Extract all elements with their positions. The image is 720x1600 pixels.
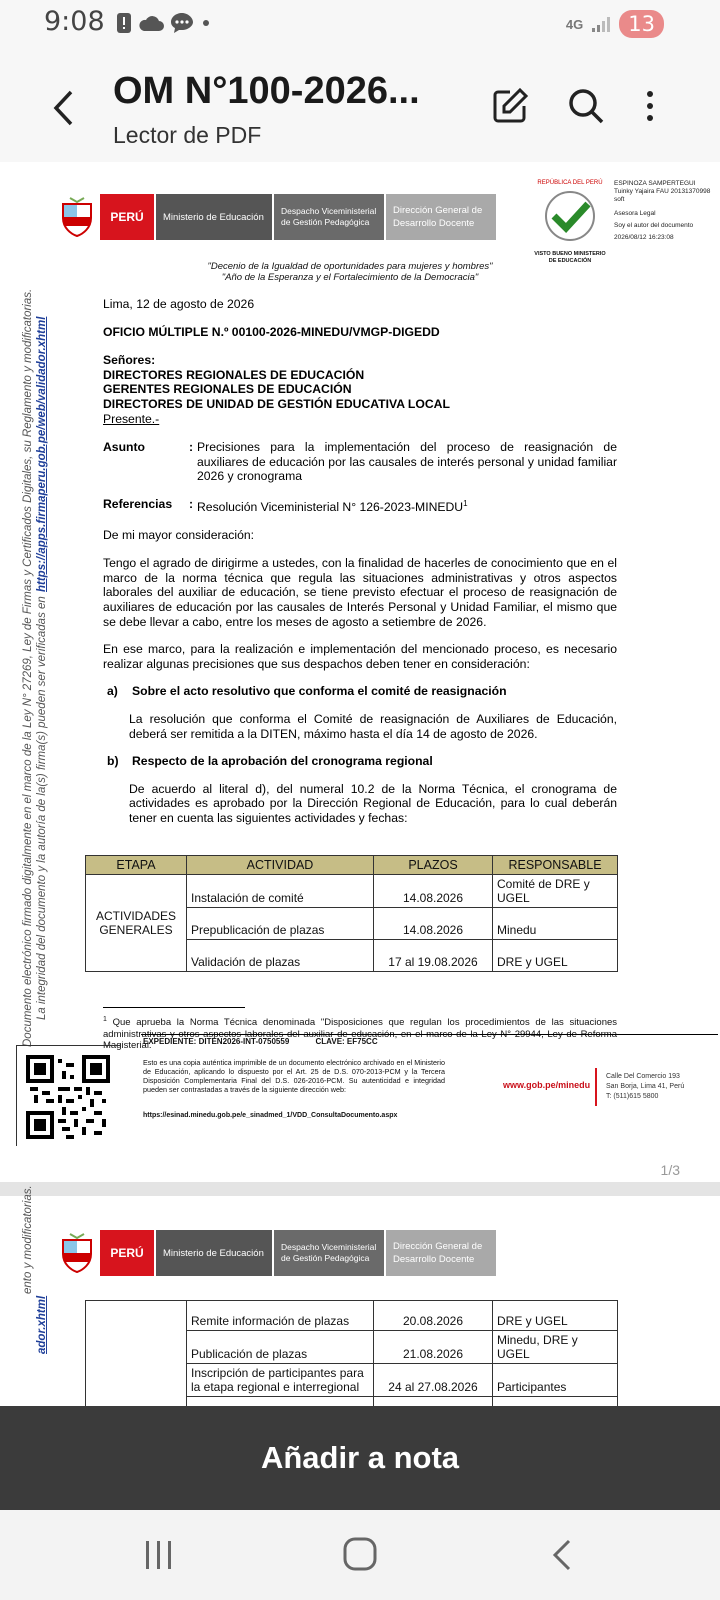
- referencias-text: Resolución Viceministerial N° 126-2023-MINEDU: [197, 500, 464, 514]
- plazo-cell: 24 al 27.08.2026: [374, 1364, 493, 1397]
- presente: Presente.-: [103, 411, 160, 426]
- page2-side-text: ento y modificatorias.: [22, 1185, 34, 1294]
- seal-caption: VISTO BUENO MINISTERIO DE EDUCACIÓN: [534, 251, 606, 264]
- status-right: [566, 10, 664, 38]
- recent-apps-icon[interactable]: [144, 1538, 174, 1572]
- page-indicator: 1/3: [660, 1162, 680, 1178]
- more-options-icon[interactable]: [636, 86, 664, 126]
- plazo-cell: 14.08.2026: [374, 908, 493, 940]
- responsable-cell: Minedu: [493, 908, 618, 940]
- referencias-row: Referencias : Resolución Viceministerial N° 126-2023-MINEDU$^1$: [103, 496, 468, 514]
- referencias-label: Referencias: [103, 496, 173, 511]
- header-etapa: ETAPA: [86, 856, 187, 875]
- section-b-text: De acuerdo al literal d), del numeral 10.2 de la Norma Técnica, el cronograma de actividades es aprobado por la Dirección Regional de Educación, para lo cual deberán tener en cuenta las siguientes actividades y fechas:: [129, 781, 617, 825]
- header-plazos: PLAZOS: [374, 856, 493, 875]
- signer-role: Asesora Legal: [614, 210, 656, 217]
- paragraph-2: En ese marco, para la realización e implementación del mencionado proceso, es necesario realizar algunas precisiones que sus despachos deben tener en consideración:: [103, 642, 617, 671]
- despacho-label: Despacho Viceministerial de Gestión Pedagógica: [274, 194, 384, 240]
- qr-code-icon: [26, 1055, 110, 1139]
- address-line-1: Calle Del Comercio 193: [606, 1073, 680, 1080]
- asunto-label: Asunto: [103, 440, 145, 455]
- back-arrow-icon[interactable]: [44, 88, 84, 128]
- oficio-number: OFICIO MÚLTIPLE N.º 00100-2026-MINEDU/VMGP-DIGEDD: [103, 324, 440, 339]
- section-b-heading: [103, 754, 617, 769]
- address-divider: [595, 1068, 597, 1106]
- section-b-title: Respecto de la aprobación del cronograma regional: [132, 754, 433, 769]
- table-header-row: [86, 856, 618, 875]
- document-body: [103, 297, 617, 826]
- edit-icon[interactable]: [490, 86, 530, 126]
- ministry-header: [100, 194, 496, 240]
- clave: CLAVE: EF75CC: [315, 1037, 378, 1046]
- actividad-cell: Validación de plazas: [187, 940, 374, 972]
- app-bar: [0, 48, 720, 163]
- actividad-cell: Prepublicación de plazas: [187, 908, 374, 940]
- footnote-number: 1: [103, 1016, 107, 1023]
- footnote-text: Que aprueba la Norma Técnica denominada "Disposiciones que regulan los procedimientos de las situaciones administrativas y otros aspectos laborales del auxiliar de educación, en el marco de la Ley N° 29944, Ley de Reforma Magisterial.: [103, 1017, 618, 1052]
- peru-badge: PERÚ: [100, 194, 154, 240]
- message-icon: [170, 12, 194, 34]
- status-time: 9:08: [44, 6, 105, 37]
- pdf-page-2[interactable]: [0, 1185, 720, 1406]
- pdf-page-1[interactable]: [0, 162, 720, 1182]
- checkmark-seal-icon: [530, 186, 610, 246]
- responsable-cell: Participantes: [493, 1364, 618, 1397]
- battery-indicator: 13: [619, 10, 664, 38]
- address-line-3: T: (511)615 5800: [606, 1093, 659, 1100]
- plazo-cell: 21.08.2026: [374, 1331, 493, 1364]
- page2-ministry-header: [100, 1230, 496, 1276]
- add-to-note-button[interactable]: Añadir a nota: [0, 1406, 720, 1510]
- table-row: [86, 875, 618, 908]
- motto-1: "Decenio de la Igualdad de oportunidades para mujeres y hombres": [207, 261, 493, 272]
- section-a-text: La resolución que conforma el Comité de reasignación de Auxiliares de Educación, deberá ser remitida a la DITEN, máximo hasta el día 14 de agosto de 2026.: [129, 711, 617, 741]
- header-actividad: ACTIVIDAD: [187, 856, 374, 875]
- footnote-divider: [103, 1007, 245, 1008]
- plazo-cell: 20.08.2026: [374, 1301, 493, 1331]
- mottos: [150, 261, 550, 283]
- dot-icon: [200, 17, 212, 29]
- schedule-table: [85, 855, 618, 972]
- page2-ministerio-label: Ministerio de Educación: [156, 1230, 272, 1276]
- home-icon[interactable]: [342, 1536, 378, 1572]
- salutation: Señores:: [103, 353, 156, 368]
- seal-top-text: REPÚBLICA DEL PERÚ: [537, 180, 603, 186]
- table-row: [86, 1301, 618, 1331]
- recipient-2: GERENTES REGIONALES DE EDUCACIÓN: [103, 382, 352, 397]
- notification-icons: [116, 12, 212, 34]
- signer-name: ESPINOZA SAMPERTEGUI Tuinky Yajaira FAU 20131370998 soft: [614, 180, 711, 203]
- recipient-3: DIRECTORES DE UNIDAD DE GESTIÓN EDUCATIVA LOCAL: [103, 396, 450, 411]
- responsable-cell: Comité de DRE y UGEL: [493, 875, 618, 908]
- actividad-cell: Inscripción de participantes para la etapa regional e interregional: [187, 1364, 374, 1397]
- navigation-bar: [0, 1510, 720, 1600]
- copy-notice: Esto es una copia auténtica imprimible de un documento electrónico archivado en el Ministerio de Educación, aplicando lo dispuesto por el Art. 25 de D.S. 070-2013-PCM y la Tercera Disposición Complementaria Final del D.S. 026-2016-PCM. Su autenticidad e integridad pueden ser contrastadas a través de la siguiente dirección web:: [143, 1058, 445, 1094]
- actividad-cell: Publicación de plazas: [187, 1331, 374, 1364]
- signer-note: Soy el autor del documento: [614, 222, 694, 229]
- page2-despacho-label: Despacho Viceministerial de Gestión Pedagógica: [274, 1230, 384, 1276]
- document-date: Lima, 12 de agosto de 2026: [103, 297, 255, 311]
- web-link[interactable]: www.gob.pe/minedu: [503, 1080, 591, 1090]
- footer-divider: [141, 1034, 718, 1035]
- referencias-footnote-mark: 1: [463, 498, 468, 508]
- responsable-cell: Minedu, DRE y UGEL: [493, 1331, 618, 1364]
- section-a-heading: [103, 684, 617, 699]
- page2-side-link[interactable]: ador.xhtml: [36, 1295, 48, 1354]
- cloud-icon: [138, 14, 164, 32]
- plazo-cell: 14.08.2026: [374, 875, 493, 908]
- page2-coat-of-arms-icon: [58, 1232, 96, 1279]
- search-icon[interactable]: [566, 86, 606, 126]
- integrity-side-text: La integridad del documento y la autoría de la(s) firma(s) pueden ser verificadas en: [36, 596, 48, 1020]
- expediente: EXPEDIENTE: DITEN2026-INT-0750559: [143, 1037, 290, 1046]
- address-block: [606, 1072, 684, 1102]
- footnote: [103, 1014, 617, 1052]
- actividad-cell: Instalación de comité: [187, 875, 374, 908]
- header-responsable: RESPONSABLE: [493, 856, 618, 875]
- signer-block: [614, 180, 714, 242]
- section-a-label: a): [107, 684, 118, 699]
- alert-icon: [116, 12, 132, 34]
- actividad-cell: Remite información de plazas: [187, 1301, 374, 1331]
- signature-side-text: Documento electrónico firmado digitalmente en el marco de la Ley N° 27269, Ley de Firmas y Certificados Digitales, su Reglamento y modificatorias.: [22, 288, 34, 1047]
- section-b-label: b): [107, 754, 119, 769]
- direccion-label: Dirección General de Desarrollo Docente: [386, 194, 496, 240]
- network-label: 4G: [565, 16, 584, 32]
- section-a-title: Sobre el acto resolutivo que conforma el comité de reasignación: [132, 684, 507, 699]
- address-line-2: San Borja, Lima 41, Perú: [606, 1083, 685, 1090]
- etapa-group-cell: ACTIVIDADES GENERALES: [86, 875, 187, 972]
- expediente-row: [143, 1037, 378, 1046]
- paragraph-1: Tengo el agrado de dirigirme a ustedes, con la finalidad de hacerles de conocimiento que en el marco de la norma técnica que regula las situaciones administrativas y otros aspectos laborales del auxiliar de educación, se tiene previsto efectuar el proceso de reasignación de auxiliares de educación por las causales de Interés Personal y Unidad Familiar, el mismo que se debe llevar a cabo, entre los meses de agosto a setiembre de 2026.: [103, 556, 617, 629]
- app-subtitle: Lector de PDF: [113, 122, 262, 148]
- approval-seal: [530, 180, 610, 265]
- page-separator: [0, 1182, 720, 1196]
- responsable-cell: DRE y UGEL: [493, 1301, 618, 1331]
- signal-icon: [591, 15, 611, 33]
- ministerio-label: Ministerio de Educación: [156, 194, 272, 240]
- page2-direccion-label: Dirección General de Desarrollo Docente: [386, 1230, 496, 1276]
- plazo-cell: 17 al 19.08.2026: [374, 940, 493, 972]
- recipient-1: DIRECTORES REGIONALES DE EDUCACIÓN: [103, 367, 365, 382]
- coat-of-arms-icon: [58, 196, 96, 243]
- copy-url[interactable]: https://esinad.minedu.gob.pe/e_sinadmed_1/VDD_ConsultaDocumento.aspx: [143, 1112, 398, 1119]
- signer-date: 2026/08/12 16:23:08: [614, 234, 674, 241]
- validator-link[interactable]: https://apps.firmaperu.gob.pe/web/validador.xhtml: [36, 316, 48, 592]
- document-title: OM N°100-2026...: [113, 70, 420, 112]
- asunto-text: Precisiones para la implementación del proceso de reasignación de auxiliares de educación por las causales de interés personal y unidad familiar 2026 y cronograma: [197, 440, 617, 484]
- status-bar: [0, 0, 720, 48]
- responsable-cell: DRE y UGEL: [493, 940, 618, 972]
- nav-back-icon[interactable]: [550, 1538, 574, 1572]
- page2-peru-badge: PERÚ: [100, 1230, 154, 1276]
- motto-2: "Año de la Esperanza y el Fortalecimiento de la Democracia": [221, 272, 479, 283]
- asunto-row: Asunto : Precisiones para la implementación del proceso de reasignación de auxiliares de educación por las causales de interés personal y unidad familiar 2026 y cronograma: [103, 440, 617, 484]
- greeting: De mi mayor consideración:: [103, 527, 255, 542]
